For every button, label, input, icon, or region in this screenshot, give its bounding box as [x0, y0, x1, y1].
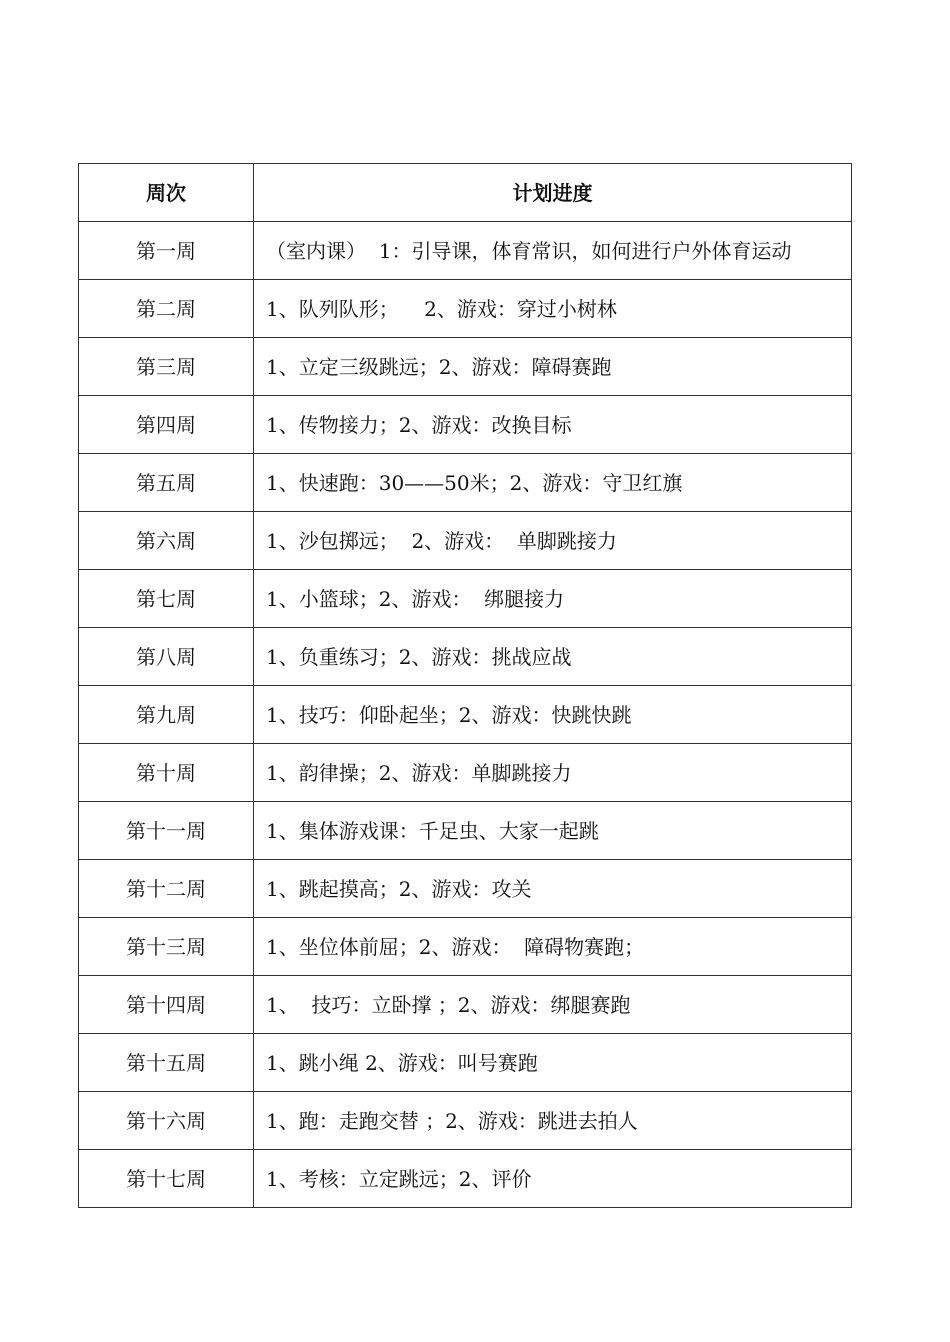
table-row [79, 338, 852, 396]
plan-cell: 1、跳起摸高；2、游戏：攻关 [254, 860, 852, 918]
plan-cell: （室内课） 1：引导课，体育常识，如何进行户外体育运动 [254, 222, 852, 280]
header-week: 周次 [79, 164, 254, 222]
week-cell: 第七周 [79, 570, 254, 628]
week-cell: 第十一周 [79, 802, 254, 860]
table-row [79, 396, 852, 454]
week-cell: 第十四周 [79, 976, 254, 1034]
plan-cell: 1、跳小绳 2、游戏：叫号赛跑 [254, 1034, 852, 1092]
plan-cell: 1、技巧：仰卧起坐；2、游戏：快跳快跳 [254, 686, 852, 744]
week-cell: 第六周 [79, 512, 254, 570]
table-row [79, 1034, 852, 1092]
plan-cell: 1、考核：立定跳远；2、评价 [254, 1150, 852, 1208]
week-cell: 第三周 [79, 338, 254, 396]
week-cell: 第四周 [79, 396, 254, 454]
week-cell: 第五周 [79, 454, 254, 512]
plan-cell: 1、负重练习；2、游戏：挑战应战 [254, 628, 852, 686]
week-cell: 第十五周 [79, 1034, 254, 1092]
week-cell: 第一周 [79, 222, 254, 280]
table-row [79, 802, 852, 860]
table-row [79, 222, 852, 280]
table-row [79, 1092, 852, 1150]
plan-cell: 1、韵律操；2、游戏：单脚跳接力 [254, 744, 852, 802]
table-row [79, 744, 852, 802]
table-row [79, 628, 852, 686]
plan-cell: 1、小篮球；2、游戏： 绑腿接力 [254, 570, 852, 628]
week-cell: 第二周 [79, 280, 254, 338]
table-row [79, 1150, 852, 1208]
table-row [79, 454, 852, 512]
week-cell: 第八周 [79, 628, 254, 686]
table-row [79, 686, 852, 744]
plan-cell: 1、坐位体前屈；2、游戏： 障碍物赛跑； [254, 918, 852, 976]
plan-cell: 1、传物接力；2、游戏：改换目标 [254, 396, 852, 454]
plan-table [78, 163, 852, 1208]
plan-cell: 1、 技巧：立卧撑 ；2、游戏：绑腿赛跑 [254, 976, 852, 1034]
plan-cell: 1、沙包掷远； 2、游戏： 单脚跳接力 [254, 512, 852, 570]
plan-cell: 1、跑：走跑交替 ；2、游戏：跳进去拍人 [254, 1092, 852, 1150]
table-body [79, 222, 852, 1208]
week-cell: 第十周 [79, 744, 254, 802]
table-row [79, 860, 852, 918]
plan-cell: 1、集体游戏课：千足虫、大家一起跳 [254, 802, 852, 860]
week-cell: 第十七周 [79, 1150, 254, 1208]
table-row [79, 512, 852, 570]
header-plan: 计划进度 [254, 164, 852, 222]
week-cell: 第十三周 [79, 918, 254, 976]
plan-cell: 1、立定三级跳远；2、游戏：障碍赛跑 [254, 338, 852, 396]
table-header-row [79, 164, 852, 222]
week-cell: 第十六周 [79, 1092, 254, 1150]
week-cell: 第九周 [79, 686, 254, 744]
week-cell: 第十二周 [79, 860, 254, 918]
plan-cell: 1、快速跑：30——50米；2、游戏：守卫红旗 [254, 454, 852, 512]
table-row [79, 976, 852, 1034]
plan-cell: 1、队列队形； 2、游戏：穿过小树林 [254, 280, 852, 338]
table-row [79, 918, 852, 976]
table-row [79, 570, 852, 628]
table-row [79, 280, 852, 338]
